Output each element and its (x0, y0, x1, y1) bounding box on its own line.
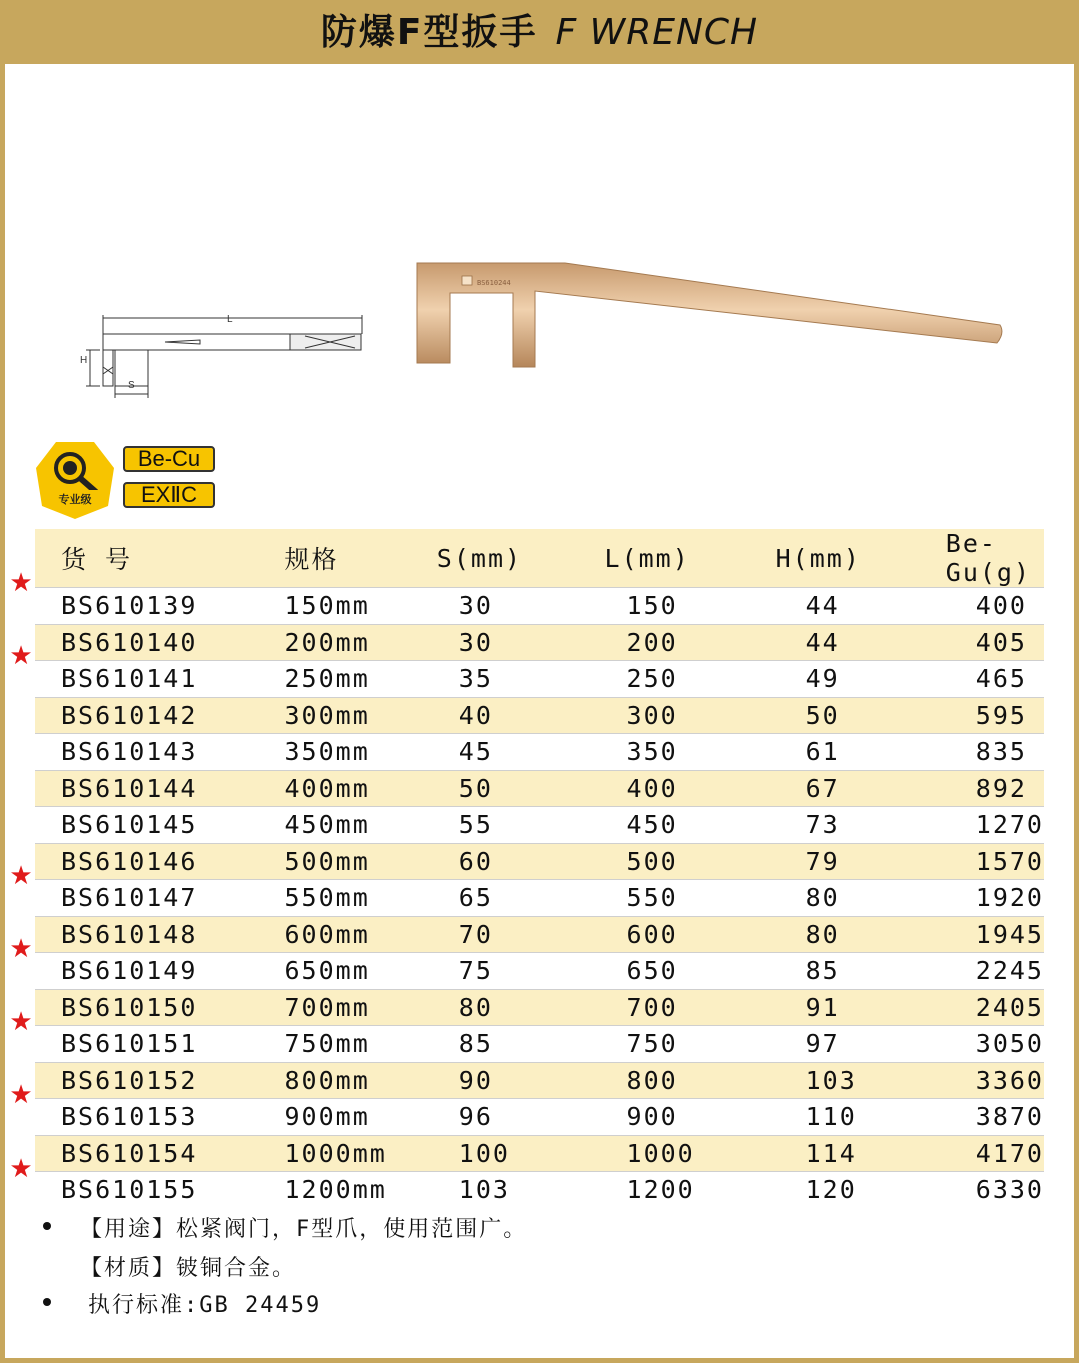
cell-code: BS610147 (35, 880, 259, 917)
note-material: 【材质】铍铜合金。 (80, 1256, 297, 1281)
cell-w: 4170 (946, 1135, 1044, 1172)
cell-s: 80 (437, 989, 605, 1026)
cell-l: 1200 (605, 1172, 776, 1208)
label-h: H (80, 355, 88, 366)
cell-spec: 600mm (259, 916, 436, 953)
table-row (35, 880, 1044, 917)
cell-spec: 300mm (259, 697, 436, 734)
table-row (35, 624, 1044, 661)
cell-spec: 1200mm (259, 1172, 436, 1208)
cell-h: 97 (776, 1026, 946, 1063)
cell-w: 3050 (946, 1026, 1044, 1063)
cell-w: 595 (946, 697, 1044, 734)
cell-s: 85 (437, 1026, 605, 1063)
recommended-star: ★ (9, 860, 33, 891)
recommended-star: ★ (9, 1007, 33, 1038)
header-weight: Be-Gu(g) (946, 529, 1044, 588)
cell-w: 465 (946, 661, 1044, 698)
cell-s: 103 (437, 1172, 605, 1208)
cell-h: 44 (776, 624, 946, 661)
cell-l: 550 (605, 880, 776, 917)
cell-s: 100 (437, 1135, 605, 1172)
cell-code: BS610150 (35, 989, 259, 1026)
cell-s: 30 (437, 624, 605, 661)
table-row (35, 916, 1044, 953)
cell-h: 79 (776, 843, 946, 880)
cell-w: 3870 (946, 1099, 1044, 1136)
cell-s: 30 (437, 588, 605, 625)
page-title (0, 0, 1079, 64)
cell-code: BS610153 (35, 1099, 259, 1136)
material-tag: Be-Cu (123, 446, 215, 472)
label-l: L (227, 314, 233, 325)
cell-s: 60 (437, 843, 605, 880)
cell-spec: 1000mm (259, 1135, 436, 1172)
cell-spec: 350mm (259, 734, 436, 771)
header-code: 货 号 (35, 529, 259, 588)
cell-w: 1945 (946, 916, 1044, 953)
recommended-star: ★ (9, 934, 33, 964)
title-cn: 防爆F型扳手 (320, 12, 538, 53)
table-row (35, 770, 1044, 807)
cell-spec: 400mm (259, 770, 436, 807)
cell-l: 200 (605, 624, 776, 661)
table-row (35, 989, 1044, 1026)
cell-code: BS610141 (35, 661, 259, 698)
cell-code: BS610145 (35, 807, 259, 844)
cell-code: BS610146 (35, 843, 259, 880)
table-row (35, 953, 1044, 990)
cell-spec: 450mm (259, 807, 436, 844)
cell-code: BS610155 (35, 1172, 259, 1208)
cell-code: BS610152 (35, 1062, 259, 1099)
cell-spec: 250mm (259, 661, 436, 698)
cell-s: 70 (437, 916, 605, 953)
table-row (35, 661, 1044, 698)
cell-w: 892 (946, 770, 1044, 807)
cell-spec: 800mm (259, 1062, 436, 1099)
cell-w: 405 (946, 624, 1044, 661)
engraving-text: BS610244 (477, 279, 511, 287)
cell-s: 96 (437, 1099, 605, 1136)
cell-l: 800 (605, 1062, 776, 1099)
cell-code: BS610149 (35, 953, 259, 990)
cell-w: 835 (946, 734, 1044, 771)
cell-w: 400 (946, 588, 1044, 625)
cell-s: 55 (437, 807, 605, 844)
cell-h: 120 (776, 1172, 946, 1208)
table-row (35, 1099, 1044, 1136)
table-row (35, 1135, 1044, 1172)
bullet-dot (43, 1222, 51, 1230)
cell-l: 750 (605, 1026, 776, 1063)
table-row (35, 1026, 1044, 1063)
table-row (35, 1062, 1044, 1099)
cell-h: 114 (776, 1135, 946, 1172)
cell-spec: 500mm (259, 843, 436, 880)
dimension-diagram (70, 300, 370, 410)
cell-code: BS610143 (35, 734, 259, 771)
header-h: H(mm) (776, 529, 946, 588)
cell-l: 600 (605, 916, 776, 953)
table-row (35, 734, 1044, 771)
header-s: S(mm) (437, 529, 605, 588)
cell-s: 90 (437, 1062, 605, 1099)
cell-h: 73 (776, 807, 946, 844)
table-row (35, 807, 1044, 844)
cell-l: 400 (605, 770, 776, 807)
cell-s: 75 (437, 953, 605, 990)
cell-h: 80 (776, 916, 946, 953)
cell-l: 1000 (605, 1135, 776, 1172)
cell-w: 1920 (946, 880, 1044, 917)
table-row (35, 843, 1044, 880)
recommended-star: ★ (9, 1153, 33, 1184)
cell-l: 700 (605, 989, 776, 1026)
rating-tag: EXⅡC (123, 482, 215, 508)
header-l: L(mm) (605, 529, 776, 588)
cell-spec: 700mm (259, 989, 436, 1026)
title-en: F WRENCH (555, 12, 759, 53)
cell-code: BS610144 (35, 770, 259, 807)
table-row (35, 697, 1044, 734)
cell-code: BS610148 (35, 916, 259, 953)
cell-spec: 150mm (259, 588, 436, 625)
cell-h: 85 (776, 953, 946, 990)
cell-s: 35 (437, 661, 605, 698)
cell-h: 91 (776, 989, 946, 1026)
cell-s: 45 (437, 734, 605, 771)
cell-code: BS610142 (35, 697, 259, 734)
cell-spec: 650mm (259, 953, 436, 990)
cell-h: 49 (776, 661, 946, 698)
note-standard: 执行标准:GB 24459 (88, 1293, 322, 1318)
cell-l: 350 (605, 734, 776, 771)
cell-spec: 200mm (259, 624, 436, 661)
cell-h: 44 (776, 588, 946, 625)
cell-spec: 750mm (259, 1026, 436, 1063)
cell-w: 2245 (946, 953, 1044, 990)
cell-w: 3360 (946, 1062, 1044, 1099)
cell-l: 650 (605, 953, 776, 990)
label-s: S (128, 380, 135, 391)
cell-s: 40 (437, 697, 605, 734)
cell-w: 2405 (946, 989, 1044, 1026)
cell-code: BS610139 (35, 588, 259, 625)
cell-h: 67 (776, 770, 946, 807)
cell-s: 50 (437, 770, 605, 807)
cell-code: BS610140 (35, 624, 259, 661)
cell-h: 103 (776, 1062, 946, 1099)
cell-h: 80 (776, 880, 946, 917)
table-header-row (35, 529, 1044, 588)
cell-w: 1570 (946, 843, 1044, 880)
cell-l: 300 (605, 697, 776, 734)
cell-h: 110 (776, 1099, 946, 1136)
professional-grade-badge (34, 440, 116, 520)
cell-code: BS610154 (35, 1135, 259, 1172)
cell-l: 450 (605, 807, 776, 844)
cell-s: 65 (437, 880, 605, 917)
cell-h: 50 (776, 697, 946, 734)
cell-l: 900 (605, 1099, 776, 1136)
recommended-star: ★ (9, 641, 33, 672)
cell-w: 6330 (946, 1172, 1044, 1208)
cell-code: BS610151 (35, 1026, 259, 1063)
bullet-dot (43, 1298, 51, 1306)
cell-w: 1270 (946, 807, 1044, 844)
cell-l: 150 (605, 588, 776, 625)
cell-l: 500 (605, 843, 776, 880)
note-usage: 【用途】松紧阀门，F型爪，使用范围广。 (80, 1217, 528, 1242)
cell-spec: 550mm (259, 880, 436, 917)
recommended-star: ★ (9, 568, 33, 598)
recommended-star: ★ (9, 1080, 33, 1111)
spec-table (35, 529, 1044, 1208)
wrench-photo (405, 255, 1005, 375)
cell-h: 61 (776, 734, 946, 771)
header-spec: 规格 (259, 529, 436, 588)
table-row (35, 1172, 1044, 1208)
cell-l: 250 (605, 661, 776, 698)
badge-label: 专业级 (58, 493, 92, 506)
cell-spec: 900mm (259, 1099, 436, 1136)
table-row (35, 588, 1044, 625)
